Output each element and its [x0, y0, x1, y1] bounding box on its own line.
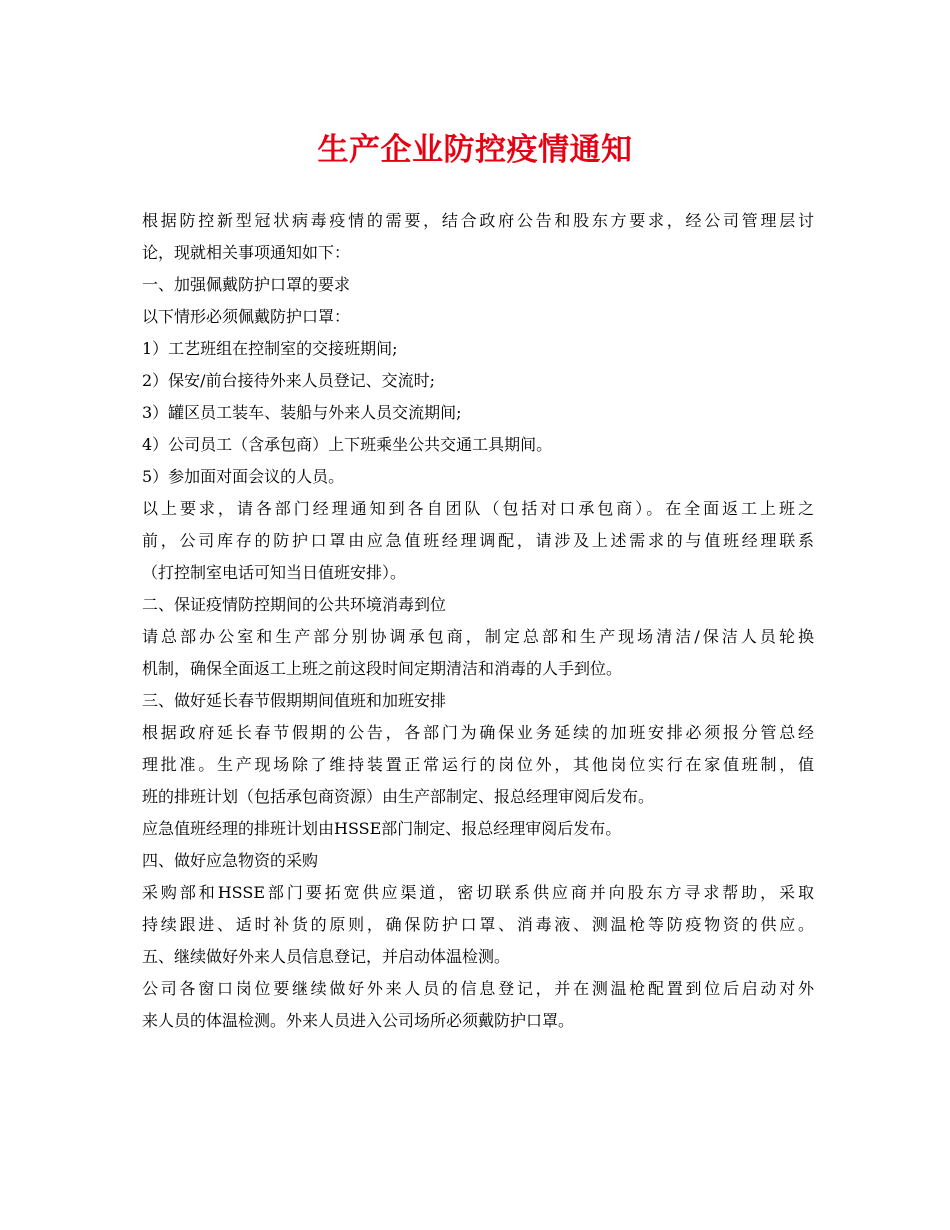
paragraph-line: 五、继续做好外来人员信息登记，并启动体温检测。	[142, 947, 511, 966]
paragraph-line: 根据防控新型冠状病毒疫情的需要，结合政府公告和股东方要求，经公司管理层讨	[142, 211, 814, 230]
paragraph-line: 根据政府延长春节假期的公告，各部门为确保业务延续的加班安排必须报分管总经	[142, 723, 814, 742]
paragraph-line: 4）公司员工（含承包商）上下班乘坐公共交通工具期间。	[142, 435, 553, 454]
paragraph-line: 理批准。生产现场除了维持装置正常运行的岗位外，其他岗位实行在家值班制，值	[142, 755, 814, 774]
paragraph-line: 3）罐区员工装车、装船与外来人员交流期间;	[142, 403, 462, 422]
paragraph-line: 以上要求，请各部门经理通知到各自团队（包括对口承包商）。在全面返工上班之	[142, 499, 814, 518]
paragraph-line: 请总部办公室和生产部分别协调承包商，制定总部和生产现场清洁/保洁人员轮换	[142, 627, 814, 646]
paragraph-line: 一、加强佩戴防护口罩的要求	[142, 275, 351, 294]
paragraph-line: 来人员的体温检测。外来人员进入公司场所必须戴防护口罩。	[142, 1011, 575, 1030]
paragraph-line: 三、做好延长春节假期期间值班和加班安排	[142, 691, 447, 710]
paragraph-line: 四、做好应急物资的采购	[142, 851, 319, 870]
paragraph-line: 机制，确保全面返工上班之前这段时间定期清洁和消毒的人手到位。	[142, 659, 623, 678]
paragraph-line: 班的排班计划（包括承包商资源）由生产部制定、报总经理审阅后发布。	[142, 787, 655, 806]
document-body	[142, 205, 814, 1037]
paragraph-line: 二、保证疫情防控期间的公共环境消毒到位	[142, 595, 447, 614]
paragraph-line: 以下情形必须佩戴防护口罩：	[142, 307, 351, 326]
paragraph-line: 公司各窗口岗位要继续做好外来人员的信息登记，并在测温枪配置到位后启动对外	[142, 979, 814, 998]
paragraph-line: 2）保安/前台接待外来人员登记、交流时;	[142, 371, 435, 390]
paragraph-line: 前，公司库存的防护口罩由应急值班经理调配，请涉及上述需求的与值班经理联系	[142, 531, 814, 550]
paragraph-line: 5）参加面对面会议的人员。	[142, 467, 345, 486]
paragraph-line: （打控制室电话可知当日值班安排）。	[142, 563, 407, 582]
paragraph-line: 1）工艺班组在控制室的交接班期间;	[142, 339, 398, 358]
paragraph-line: 应急值班经理的排班计划由HSSE部门制定、报总经理审阅后发布。	[142, 819, 622, 838]
paragraph-line: 持续跟进、适时补货的原则，确保防护口罩、消毒液、测温枪等防疫物资的供应。	[142, 915, 814, 934]
page-title: 生产企业防控疫情通知	[317, 132, 633, 168]
paragraph-line: 采购部和HSSE部门要拓宽供应渠道，密切联系供应商并向股东方寻求帮助，采取	[142, 883, 814, 902]
paragraph-line: 论，现就相关事项通知如下：	[142, 243, 351, 262]
